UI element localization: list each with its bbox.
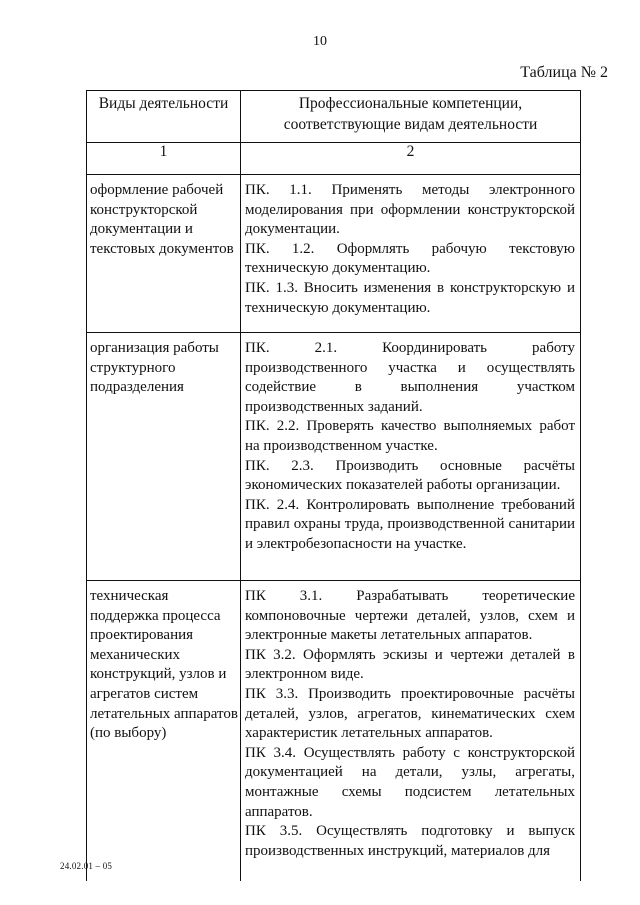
- column-number-1: 1: [87, 143, 241, 175]
- table-row: [87, 333, 581, 581]
- competency-item: ПК. 2.3. Производить основные расчёты экономических показателей работы организации.: [245, 457, 575, 494]
- header-competencies: [241, 91, 581, 143]
- activity-cell: организация работы структурного подразделения: [87, 333, 241, 581]
- competency-item: ПК 3.3. Производить проектировочные расчёты деталей, узлов, агрегатов, кинематических схем характеристик летательных аппаратов.: [245, 685, 575, 742]
- competency-item: ПК. 2.2. Проверять качество выполняемых работ на производственном участке.: [245, 418, 575, 454]
- header-competencies-line2: соответствующие видам деятельности: [283, 116, 538, 133]
- page-number: 10: [313, 34, 327, 49]
- column-number-row: [87, 143, 581, 175]
- column-number-2: 2: [241, 143, 581, 175]
- footer-code: 24.02.01 – 05: [60, 861, 113, 871]
- table-row: [87, 175, 581, 333]
- competency-item: ПК. 2.4. Контролировать выполнение требований правил охраны труда, производственной санитарии и электробезопасности на участке.: [245, 496, 575, 552]
- competencies-cell: [241, 175, 581, 333]
- table-header-row: [87, 91, 581, 143]
- competency-item: ПК 3.4. Осуществлять работу с конструкторской документацией на детали, узлы, агрегаты, монтажные схемы подсистем летательных аппаратов.: [245, 744, 575, 820]
- table-row: [87, 581, 581, 882]
- competency-item: ПК. 2.1. Координировать работу производственного участка и осуществлять содействие в выполнения участком производственных заданий.: [245, 340, 575, 415]
- competency-item: ПК. 1.2. Оформлять рабочую текстовую техническую документацию.: [245, 240, 575, 277]
- activity-cell: оформление рабочей конструкторской документации и текстовых документов: [87, 175, 241, 333]
- competency-item: ПК. 1.3. Вносить изменения в конструкторскую и техническую документацию.: [245, 279, 575, 316]
- competency-item: ПК 3.2. Оформлять эскизы и чертежи деталей в электронном виде.: [245, 646, 575, 683]
- competency-item: ПК 3.1. Разрабатывать теоретические компоновочные чертежи деталей, узлов, схем и электронные макеты летательных аппаратов.: [245, 588, 575, 644]
- header-activities: Виды деятельности: [87, 91, 241, 143]
- competency-item: ПК. 1.1. Применять методы электронного моделирования при оформлении конструкторской документации.: [245, 182, 575, 238]
- competencies-cell: [241, 581, 581, 882]
- header-competencies-line1: Профессиональные компетенции,: [298, 95, 523, 112]
- competency-item: ПК 3.5. Осуществлять подготовку и выпуск производственных инструкций, материалов для: [245, 823, 575, 859]
- competency-table: [86, 90, 581, 881]
- activity-cell: техническая поддержка процесса проектирования механических конструкций, узлов и агрегатов систем летательных аппаратов (по выбору): [87, 581, 241, 882]
- competencies-cell: [241, 333, 581, 581]
- table-caption: Таблица № 2: [520, 64, 608, 81]
